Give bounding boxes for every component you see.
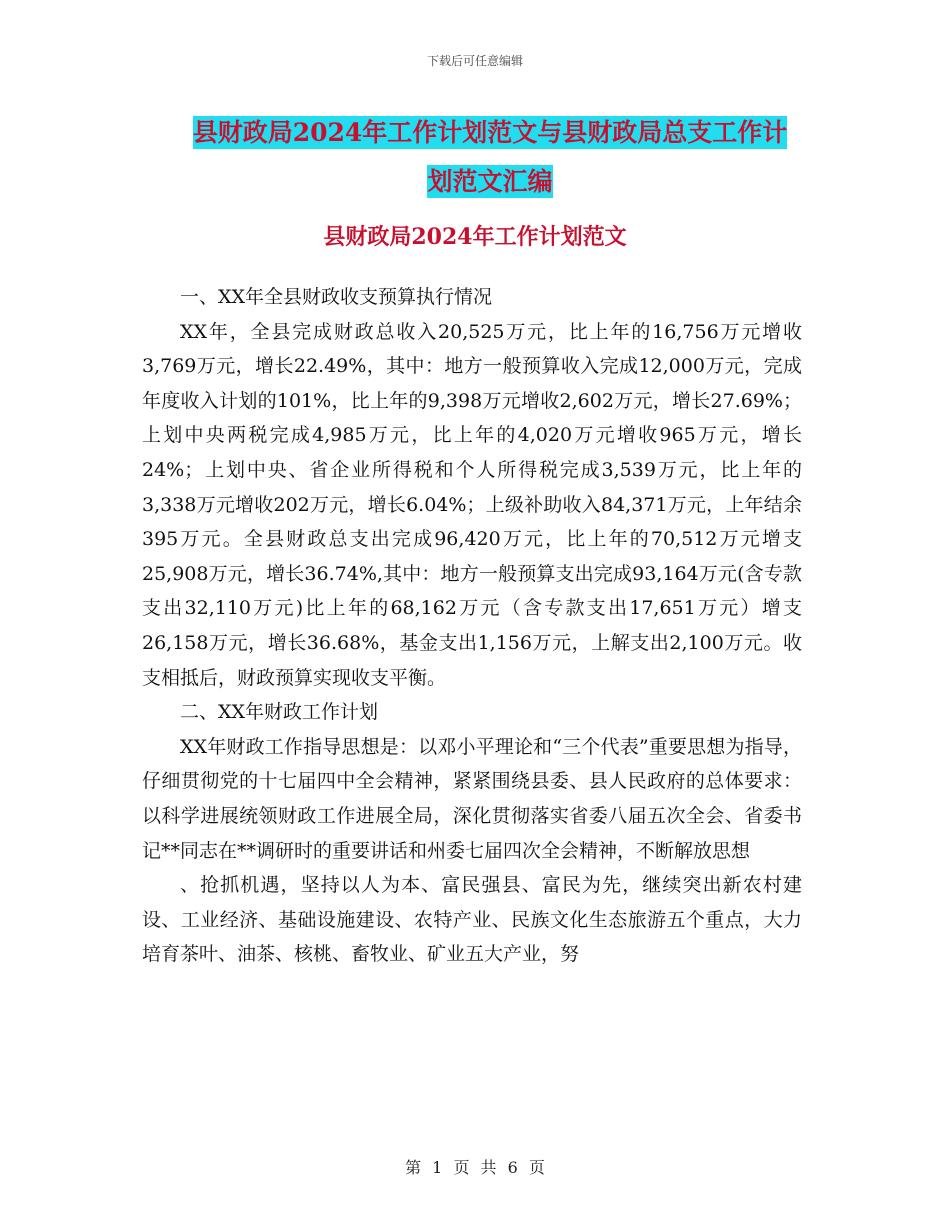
document-title-line-2: 划范文汇编: [427, 167, 553, 196]
document-title: [140, 108, 840, 206]
paragraph-guiding-ideology: XX年财政工作指导思想是：以邓小平理论和“三个代表”重要思想为指导，仔细贯彻党的十七届四中全会精神，紧紧围绕县委、县人民政府的总体要求：以科学进展统领财政工作进展全局，深化贯彻落实省委八届五次全会、省委书记**同志在**调研时的重要讲话和州委七届四次全会精神，不断解放思想: [142, 735, 802, 862]
document-title-line-1: 县财政局2024年工作计划范文与县财政局总支工作计: [192, 118, 788, 147]
page-header-note: 下载后可任意编辑: [426, 54, 523, 68]
page-number: 第 1 页 共 6 页: [405, 1158, 545, 1177]
document-body: [142, 280, 802, 972]
paragraph-key-priorities: 、抢抓机遇，坚持以人为本、富民强县、富民为先，继续突出新农村建设、工业经济、基础设施建设、农特产业、民族文化生态旅游五个重点，大力培育茶叶、油茶、核桃、畜牧业、矿业五大产业，努: [142, 874, 802, 966]
section-title: 县财政局2024年工作计划范文: [323, 224, 627, 250]
paragraph-budget-figures: XX年，全县完成财政总收入20,525万元，比上年的16,756万元增收3,769万元，增长22.49%，其中：地方一般预算收入完成12,000万元，完成年度收入计划的101%，比上年的9,398万元增收2,602万元，增长27.69%；上划中央两税完成4,985万元，比上年的4,020万元增收965万元，增长24%；上划中央、省企业所得税和个人所得税完成3,539万元，比上年的3,338万元增收202万元，增长6.04%；上级补助收入84,371万元，上年结余395万元。全县财政总支出完成96,420万元，比上年的70,512万元增支25,908万元，增长36.74%,其中：地方一般预算支出完成93,164万元(含专款支出32,110万元)比上年的68,162万元（含专款支出17,651万元）增支26,158万元，增长36.68%，基金支出1,156万元，上解支出2,100万元。收支相抵后，财政预算实现收支平衡。: [142, 320, 802, 689]
heading-budget-execution: 一、XX年全县财政收支预算执行情况: [180, 286, 493, 308]
heading-work-plan: 二、XX年财政工作计划: [180, 701, 379, 724]
